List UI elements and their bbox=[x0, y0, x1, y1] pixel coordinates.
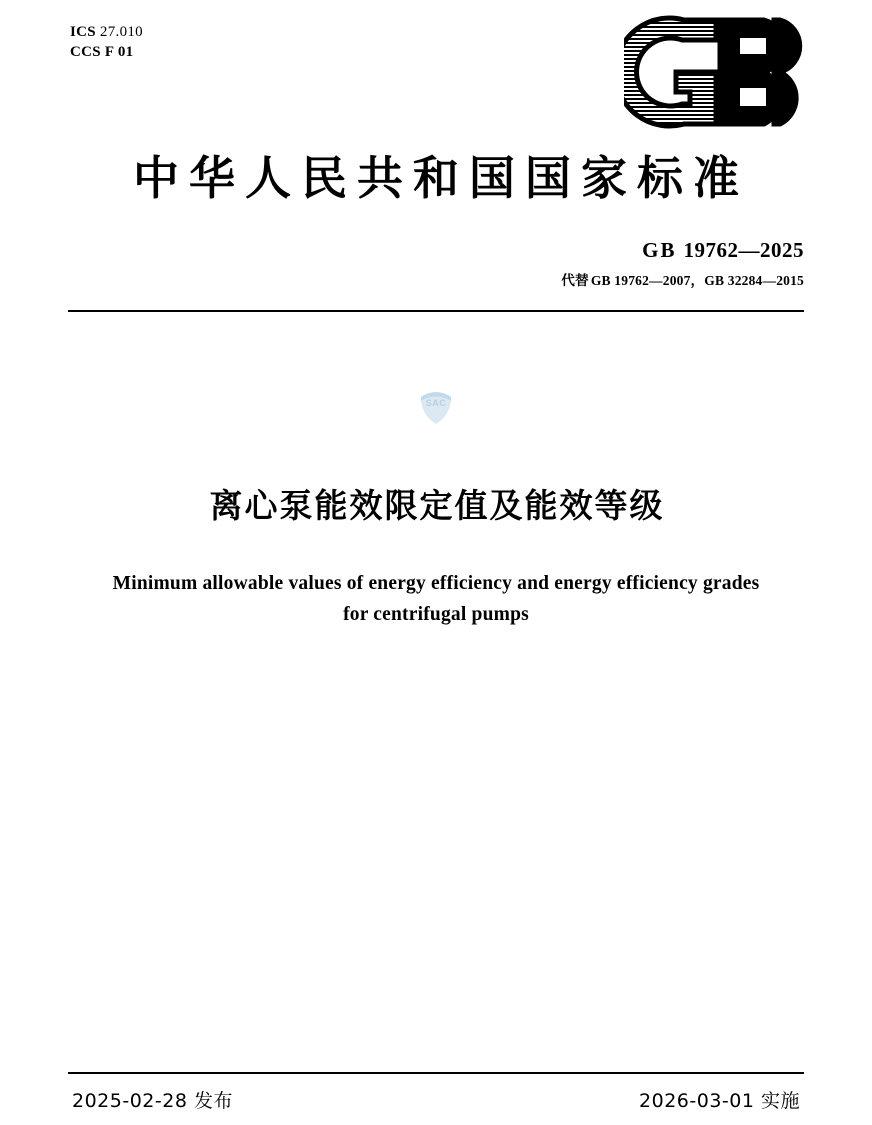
footer-divider bbox=[68, 1072, 804, 1074]
classification-block bbox=[70, 22, 143, 62]
national-standard-heading: 中华人民共和国国家标准 bbox=[133, 151, 749, 205]
sac-watermark bbox=[0, 385, 872, 432]
standard-code: 19762—2025 bbox=[683, 238, 804, 262]
implementation-date-value: 2026-03-01 bbox=[639, 1090, 755, 1112]
title-english bbox=[86, 568, 786, 630]
ics-value: 27.010 bbox=[99, 24, 143, 40]
issue-date-block bbox=[72, 1086, 233, 1113]
ccs-value: F 01 bbox=[104, 44, 134, 60]
replaces-label: 代替 bbox=[561, 273, 589, 289]
replaces-standards: GB 19762—2007，GB 32284—2015 bbox=[590, 273, 804, 288]
implementation-date-label: 实施 bbox=[760, 1090, 800, 1112]
standard-number bbox=[642, 238, 804, 263]
issue-date-value: 2025-02-28 bbox=[72, 1090, 188, 1112]
gb-emblem-icon bbox=[624, 14, 810, 130]
ics-line bbox=[70, 22, 143, 42]
replaces-line bbox=[561, 269, 804, 289]
header-divider bbox=[68, 310, 804, 312]
sac-badge-label: SAC bbox=[425, 398, 447, 408]
title-english-line2: for centrifugal pumps bbox=[343, 604, 529, 625]
implementation-date-block bbox=[639, 1086, 800, 1113]
ccs-line bbox=[70, 42, 143, 62]
title-chinese: 离心泵能效限定值及能效等级 bbox=[209, 486, 665, 525]
ics-label: ICS bbox=[70, 24, 96, 40]
issue-date-label: 发布 bbox=[193, 1090, 233, 1112]
standard-prefix: GB bbox=[642, 238, 677, 262]
ccs-label: CCS bbox=[70, 44, 101, 60]
title-english-line1: Minimum allowable values of energy efficiency and energy efficiency grades bbox=[112, 573, 760, 594]
sac-badge-icon bbox=[415, 385, 457, 427]
